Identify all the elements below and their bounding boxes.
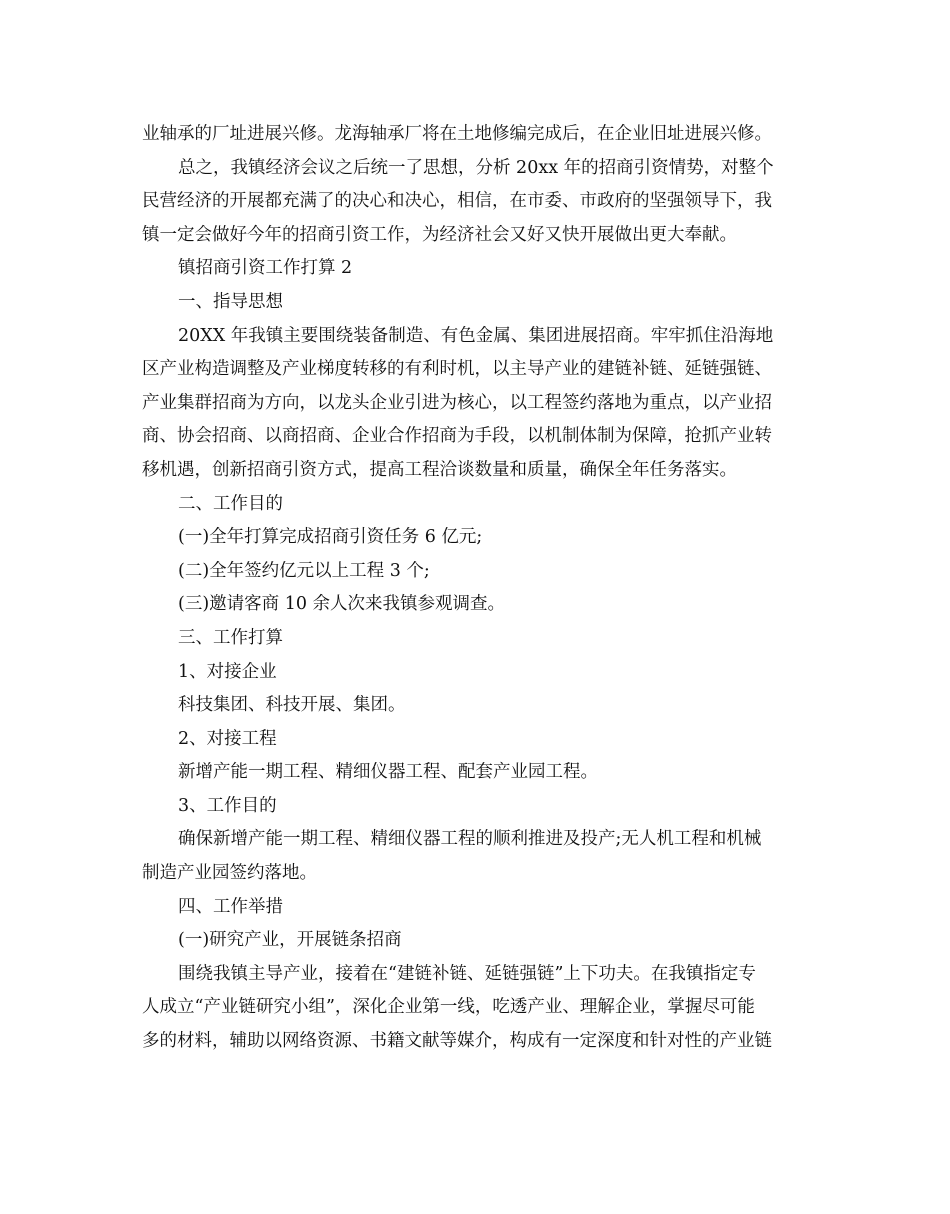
- text-line: 新增产能一期工程、精细仪器工程、配套产业园工程。: [178, 762, 598, 783]
- text-line: 3、工作目的: [178, 795, 277, 816]
- text-line: (一)全年打算完成招商引资任务 6 亿元;: [178, 527, 483, 548]
- text-line: 多的材料，辅助以网络资源、书籍文献等媒介，构成有一定深度和针对性的产业链: [142, 1031, 772, 1052]
- text-line: (二)全年签约亿元以上工程 3 个;: [178, 560, 430, 581]
- text-line: 一、指导思想: [178, 291, 283, 312]
- text-line: 二、工作目的: [178, 493, 283, 514]
- text-line: 人成立“产业链研究小组”，深化企业第一线，吃透产业、理解企业，掌握尽可能: [142, 997, 755, 1018]
- text-line: 科技集团、科技开展、集团。: [178, 695, 406, 716]
- text-line: 商、协会招商、以商招商、企业合作招商为手段，以机制体制为保障，抢抓产业转: [142, 426, 772, 447]
- text-line: 制造产业园签约落地。: [142, 863, 317, 884]
- text-line: 2、对接工程: [178, 728, 277, 749]
- document-body: [142, 118, 810, 1059]
- text-line: 1、对接企业: [178, 661, 277, 682]
- text-line: 民营经济的开展都充满了的决心和决心，相信，在市委、市政府的坚强领导下，我: [142, 191, 772, 212]
- text-line: 移机遇，创新招商引资方式，提高工程洽谈数量和质量，确保全年任务落实。: [142, 459, 737, 480]
- text-line: (一)研究产业，开展链条招商: [178, 930, 402, 951]
- text-line: 区产业构造调整及产业梯度转移的有利时机，以主导产业的建链补链、延链强链、: [142, 359, 772, 380]
- text-line: 镇一定会做好今年的招商引资工作，为经济社会又好又快开展做出更大奉献。: [142, 224, 737, 245]
- text-line: 产业集群招商为方向，以龙头企业引进为核心，以工程签约落地为重点，以产业招: [142, 392, 772, 413]
- text-line: 四、工作举措: [178, 896, 283, 917]
- text-line: 20XX 年我镇主要围绕装备制造、有色金属、集团进展招商。牢牢抓住沿海地: [178, 325, 774, 346]
- text-line: (三)邀请客商 10 余人次来我镇参观调查。: [178, 594, 506, 615]
- text-line: 业轴承的厂址进展兴修。龙海轴承厂将在土地修编完成后，在企业旧址进展兴修。: [142, 124, 772, 144]
- text-line: 三、工作打算: [178, 627, 283, 648]
- text-line: 镇招商引资工作打算 2: [178, 258, 353, 279]
- text-line: 总之，我镇经济会议之后统一了思想，分析 20xx 年的招商引资情势，对整个: [178, 157, 774, 178]
- text-line: 确保新增产能一期工程、精细仪器工程的顺利推进及投产;无人机工程和机械: [178, 829, 762, 850]
- text-line: 围绕我镇主导产业，接着在“建链补链、延链强链”上下功夫。在我镇指定专: [178, 963, 756, 984]
